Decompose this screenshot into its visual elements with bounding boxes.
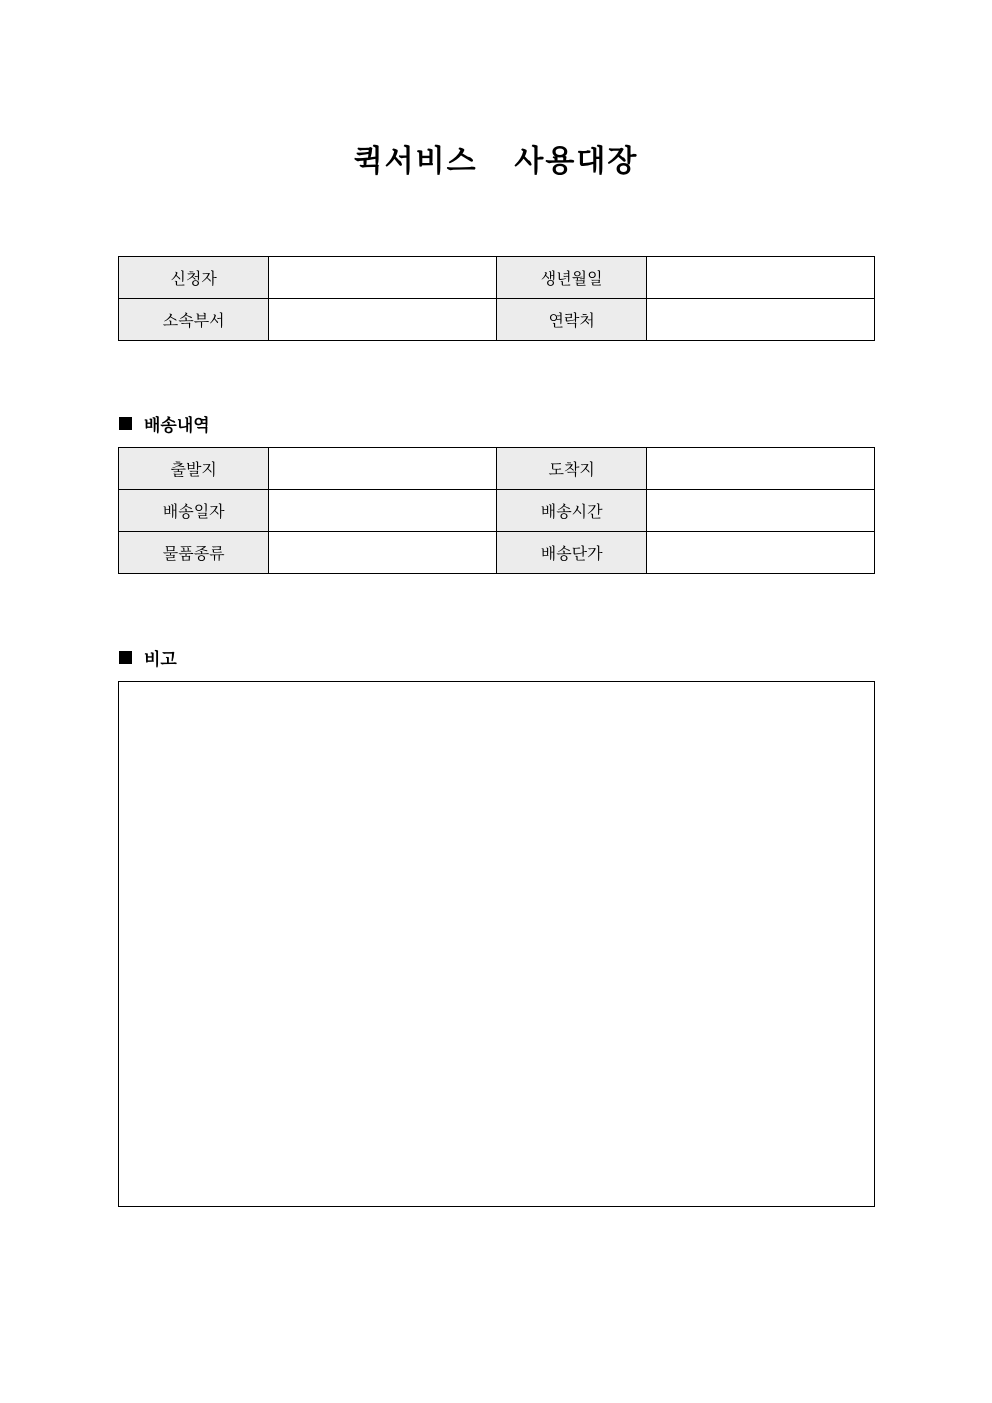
contact-field[interactable] (647, 299, 875, 341)
department-field[interactable] (269, 299, 497, 341)
remarks-section-heading (119, 645, 177, 670)
table-row (119, 299, 875, 341)
department-label: 소속부서 (119, 299, 269, 341)
remarks-field[interactable] (118, 681, 875, 1207)
destination-label: 도착지 (496, 448, 646, 490)
contact-label: 연락처 (496, 299, 646, 341)
remarks-heading-text: 비고 (144, 650, 177, 670)
delivery-time-label: 배송시간 (496, 490, 646, 532)
delivery-date-label: 배송일자 (119, 490, 269, 532)
origin-label: 출발지 (119, 448, 269, 490)
item-type-field[interactable] (269, 532, 497, 574)
delivery-time-field[interactable] (647, 490, 875, 532)
table-row (119, 448, 875, 490)
table-row (119, 490, 875, 532)
origin-field[interactable] (269, 448, 497, 490)
square-bullet-icon (119, 417, 132, 430)
square-bullet-icon (119, 651, 132, 664)
delivery-heading-text: 배송내역 (144, 416, 210, 436)
delivery-date-field[interactable] (269, 490, 497, 532)
delivery-price-field[interactable] (647, 532, 875, 574)
table-row (119, 532, 875, 574)
delivery-table (118, 447, 875, 574)
page-title: 퀵서비스 사용대장 (353, 144, 639, 179)
delivery-section-heading (119, 411, 210, 436)
item-type-label: 물품종류 (119, 532, 269, 574)
applicant-label: 신청자 (119, 257, 269, 299)
delivery-price-label: 배송단가 (496, 532, 646, 574)
table-row (119, 257, 875, 299)
applicant-table (118, 256, 875, 341)
applicant-field[interactable] (269, 257, 497, 299)
birthdate-field[interactable] (647, 257, 875, 299)
birthdate-label: 생년월일 (496, 257, 646, 299)
destination-field[interactable] (647, 448, 875, 490)
